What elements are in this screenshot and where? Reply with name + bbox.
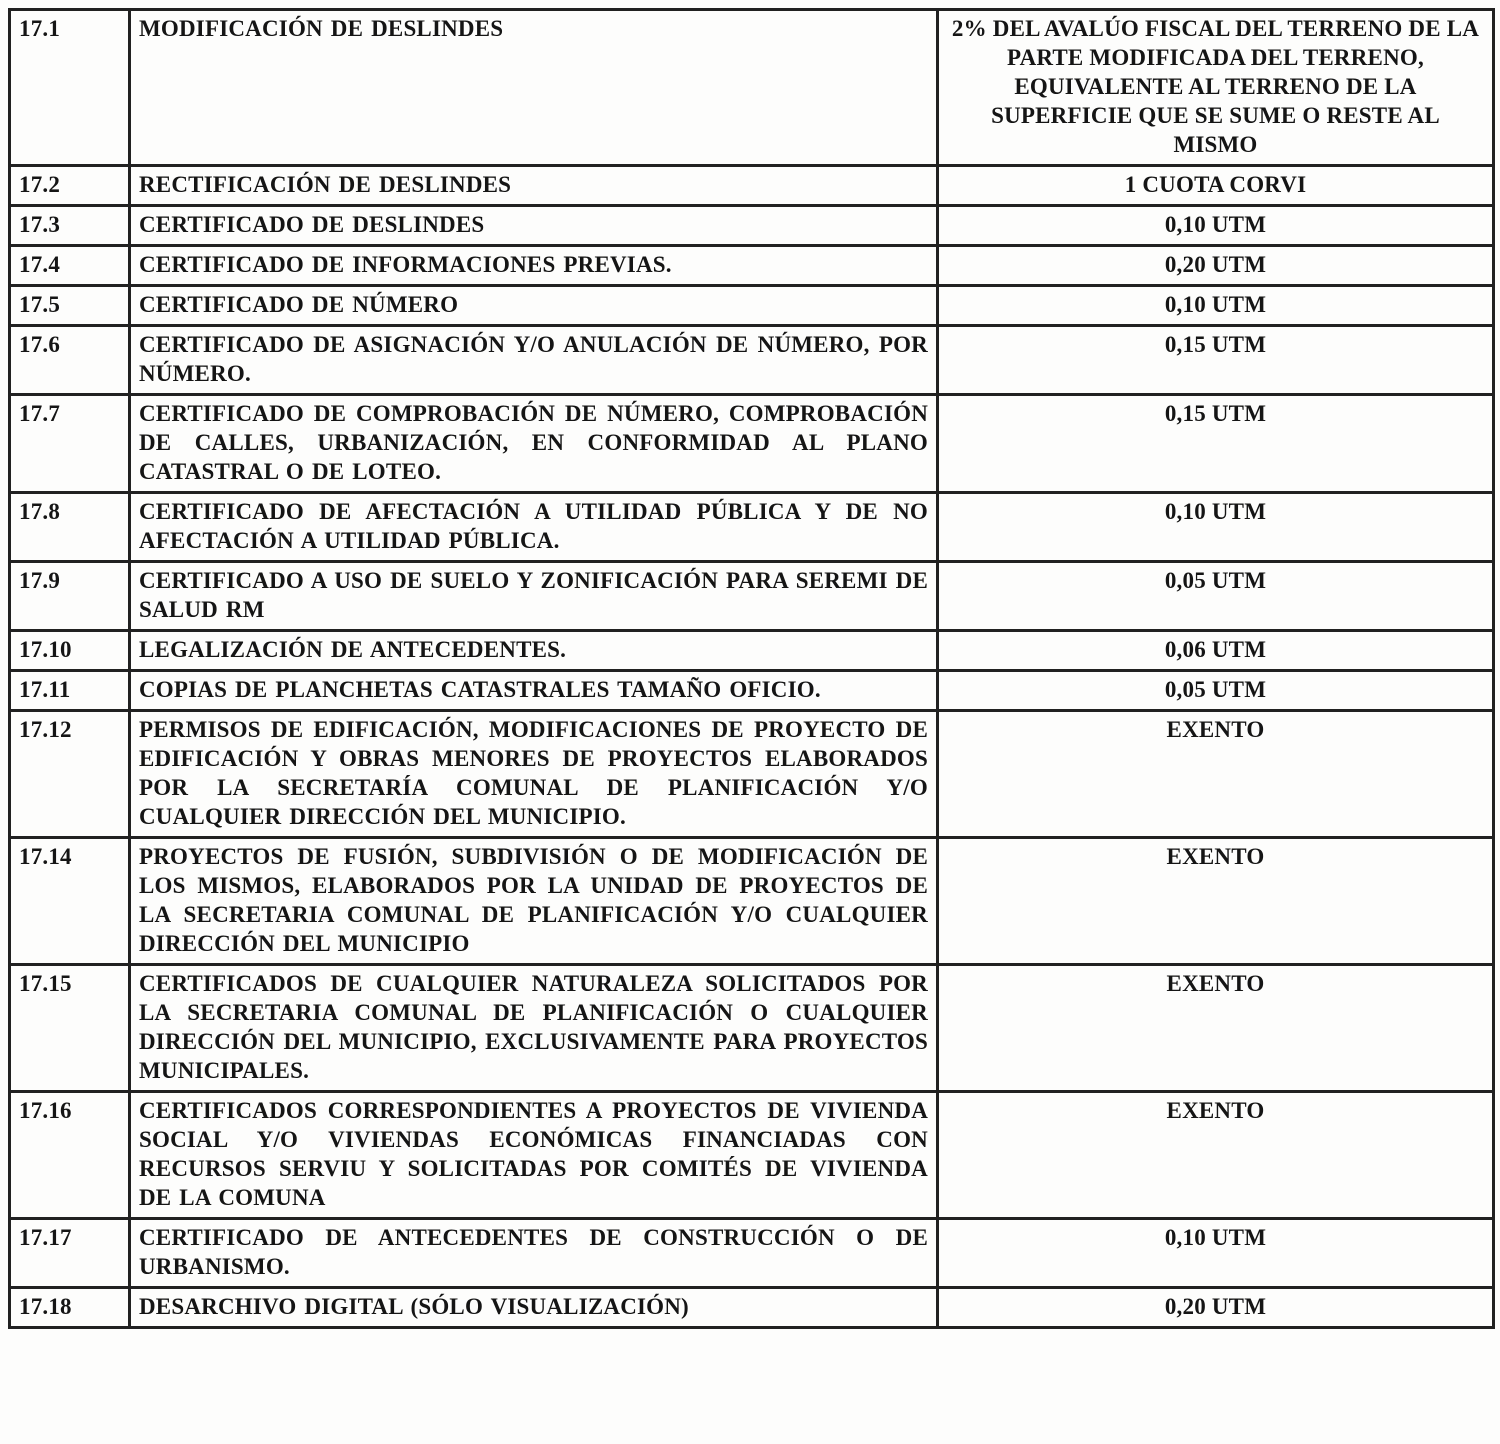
table-row [10,838,1494,965]
row-description: CERTIFICADO A USO DE SUELO Y ZONIFICACIÓN PARA SEREMI DE SALUD RM [130,562,938,631]
row-item-number: 17.5 [10,286,130,326]
row-item-number: 17.17 [10,1219,130,1288]
row-fee: 0,10 UTM [938,1219,1494,1288]
row-fee: 1 CUOTA CORVI [938,166,1494,206]
row-fee: 0,10 UTM [938,286,1494,326]
table-row [10,166,1494,206]
row-description: CERTIFICADO DE DESLINDES [130,206,938,246]
table-row [10,671,1494,711]
row-description: CERTIFICADOS DE CUALQUIER NATURALEZA SOLICITADOS POR LA SECRETARIA COMUNAL DE PLANIFICACIÓN O CUALQUIER DIRECCIÓN DEL MUNICIPIO, EXCLUSIVAMENTE PARA PROYECTOS MUNICIPALES. [130,965,938,1092]
row-fee: 0,05 UTM [938,671,1494,711]
row-item-number: 17.16 [10,1092,130,1219]
row-description: PERMISOS DE EDIFICACIÓN, MODIFICACIONES DE PROYECTO DE EDIFICACIÓN Y OBRAS MENORES DE PROYECTOS ELABORADOS POR LA SECRETARÍA COMUNAL DE PLANIFICACIÓN Y/O CUALQUIER DIRECCIÓN DEL MUNICIPIO. [130,711,938,838]
row-fee: 0,15 UTM [938,326,1494,395]
row-item-number: 17.15 [10,965,130,1092]
row-item-number: 17.8 [10,493,130,562]
row-item-number: 17.7 [10,395,130,493]
row-item-number: 17.2 [10,166,130,206]
row-fee: 0,06 UTM [938,631,1494,671]
table-row [10,1288,1494,1328]
row-item-number: 17.10 [10,631,130,671]
table-row [10,631,1494,671]
row-description: CERTIFICADOS CORRESPONDIENTES A PROYECTOS DE VIVIENDA SOCIAL Y/O VIVIENDAS ECONÓMICAS FINANCIADAS CON RECURSOS SERVIU Y SOLICITADAS POR COMITÉS DE VIVIENDA DE LA COMUNA [130,1092,938,1219]
row-fee: 0,20 UTM [938,246,1494,286]
row-fee: EXENTO [938,1092,1494,1219]
table-row [10,1092,1494,1219]
row-fee: EXENTO [938,838,1494,965]
row-item-number: 17.9 [10,562,130,631]
row-item-number: 17.12 [10,711,130,838]
row-description: CERTIFICADO DE INFORMACIONES PREVIAS. [130,246,938,286]
table-row [10,326,1494,395]
table-row [10,1219,1494,1288]
row-description: CERTIFICADO DE COMPROBACIÓN DE NÚMERO, COMPROBACIÓN DE CALLES, URBANIZACIÓN, EN CONFORMIDAD AL PLANO CATASTRAL O DE LOTEO. [130,395,938,493]
table-row [10,965,1494,1092]
table-row [10,493,1494,562]
row-description: CERTIFICADO DE NÚMERO [130,286,938,326]
row-description: COPIAS DE PLANCHETAS CATASTRALES TAMAÑO OFICIO. [130,671,938,711]
row-description: DESARCHIVO DIGITAL (SÓLO VISUALIZACIÓN) [130,1288,938,1328]
row-fee: 0,20 UTM [938,1288,1494,1328]
row-item-number: 17.18 [10,1288,130,1328]
row-fee: 0,15 UTM [938,395,1494,493]
municipal-fee-table [8,8,1495,1329]
row-description: CERTIFICADO DE ASIGNACIÓN Y/O ANULACIÓN DE NÚMERO, POR NÚMERO. [130,326,938,395]
row-description: CERTIFICADO DE ANTECEDENTES DE CONSTRUCCIÓN O DE URBANISMO. [130,1219,938,1288]
table-row [10,286,1494,326]
row-item-number: 17.1 [10,10,130,166]
row-fee: EXENTO [938,965,1494,1092]
table-row [10,246,1494,286]
table-row [10,395,1494,493]
row-item-number: 17.14 [10,838,130,965]
row-item-number: 17.3 [10,206,130,246]
row-fee: 0,10 UTM [938,493,1494,562]
row-description: RECTIFICACIÓN DE DESLINDES [130,166,938,206]
row-description: CERTIFICADO DE AFECTACIÓN A UTILIDAD PÚBLICA Y DE NO AFECTACIÓN A UTILIDAD PÚBLICA. [130,493,938,562]
fee-table-body [10,10,1494,1328]
row-item-number: 17.6 [10,326,130,395]
table-row [10,711,1494,838]
row-description: PROYECTOS DE FUSIÓN, SUBDIVISIÓN O DE MODIFICACIÓN DE LOS MISMOS, ELABORADOS POR LA UNIDAD DE PROYECTOS DE LA SECRETARIA COMUNAL DE PLANIFICACIÓN Y/O CUALQUIER DIRECCIÓN DEL MUNICIPIO [130,838,938,965]
row-item-number: 17.4 [10,246,130,286]
row-description: LEGALIZACIÓN DE ANTECEDENTES. [130,631,938,671]
table-row [10,562,1494,631]
row-fee: 0,05 UTM [938,562,1494,631]
row-fee: EXENTO [938,711,1494,838]
table-row [10,10,1494,166]
table-row [10,206,1494,246]
row-fee: 2% DEL AVALÚO FISCAL DEL TERRENO DE LA PARTE MODIFICADA DEL TERRENO, EQUIVALENTE AL TERRENO DE LA SUPERFICIE QUE SE SUME O RESTE AL MISMO [938,10,1494,166]
row-item-number: 17.11 [10,671,130,711]
row-description: MODIFICACIÓN DE DESLINDES [130,10,938,166]
row-fee: 0,10 UTM [938,206,1494,246]
